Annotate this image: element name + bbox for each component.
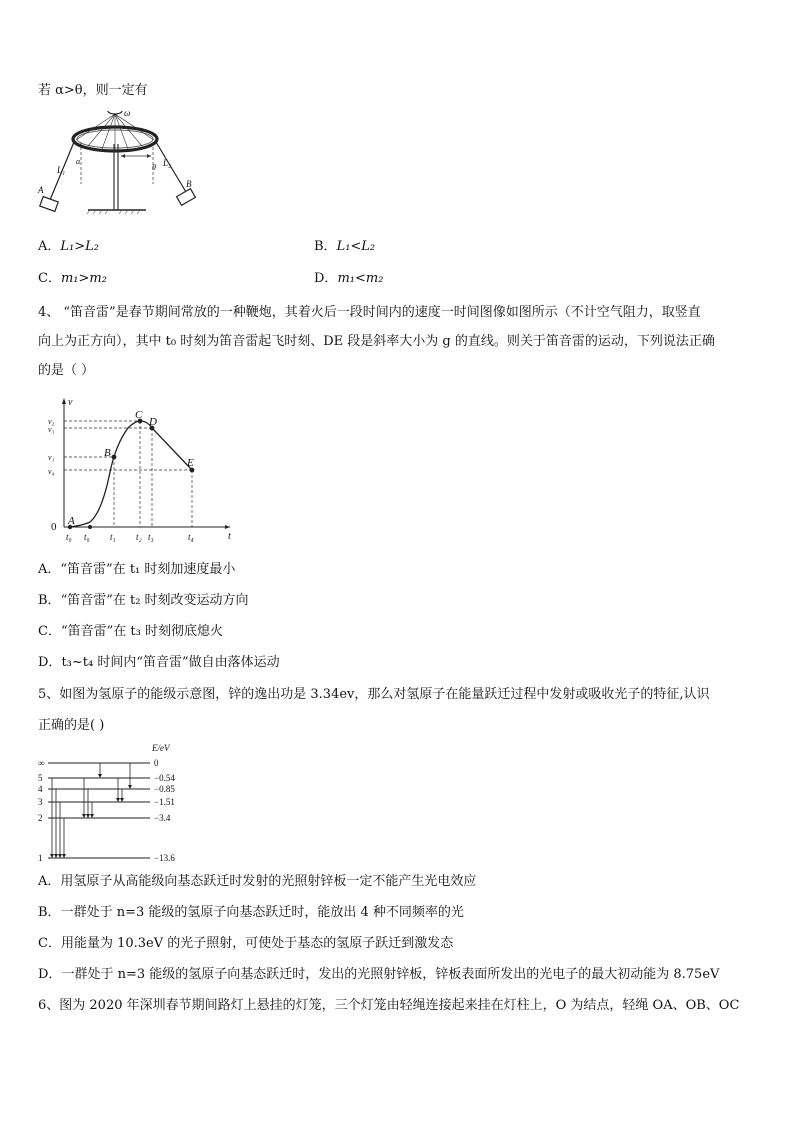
q5-option-b: B．一群处于 n=3 能级的氢原子向基态跃迁时，能放出 4 种不同频率的光 [38, 905, 464, 920]
q5-energy-level-diagram [34, 741, 194, 871]
v3-label: v₃ [48, 425, 55, 434]
q6-stem-line1: 6、图为 2020 年深圳春节期间路灯上悬挂的灯笼，三个灯笼由轻绳连接起来挂在灯柱上，O 为结点，轻绳 OA、OB、OC [38, 998, 740, 1013]
q4-option-d: D．t₃~t₄ 时间内“笛音雷”做自由落体运动 [38, 655, 280, 670]
q4-stem-line3: 的是（ ） [38, 363, 95, 378]
l2-label: L₂ [163, 158, 172, 168]
level-n-3: 3 [38, 797, 43, 807]
level-e-1: −13.6 [154, 853, 175, 863]
t4-label: t₄ [188, 532, 194, 542]
level-e-5: −0.54 [154, 773, 175, 783]
point-b: B [104, 447, 111, 459]
q3-figure-rotating-ring [36, 104, 216, 223]
level-n-1: 1 [38, 853, 43, 863]
t1-label: t₁ [110, 532, 116, 542]
q3-option-a: A．L₁>L₂ [38, 239, 99, 254]
a-label: A [38, 185, 44, 195]
t0-label-2: t₀ [84, 532, 90, 542]
b-label: B [186, 179, 192, 189]
level-n-5: 5 [38, 773, 43, 783]
alpha-label: α [76, 157, 81, 166]
point-e: E [187, 457, 194, 469]
level-e-4: −0.85 [154, 784, 175, 794]
v2-label: v₂ [48, 417, 55, 426]
omega-label: ω [124, 108, 131, 118]
level-n-4: 4 [38, 784, 43, 794]
t-axis-label: t [228, 531, 231, 542]
q4-option-a: A．“笛音雷”在 t₁ 时刻加速度最小 [38, 562, 236, 577]
t3-label: t₃ [148, 532, 154, 542]
q4-stem-line1: 4、 “笛音雷”是春节期间常放的一种鞭炮，其着火后一段时间内的速度一时间图像如图所示（不计空气阻力，取竖直 [38, 305, 701, 320]
t2-label: t₂ [136, 532, 142, 542]
q5-stem-line2: 正确的是( ) [38, 718, 105, 733]
q3-option-c: C．m₁>m₂ [38, 271, 107, 286]
q3-option-b: B．L₁<L₂ [314, 239, 376, 254]
l1-label: L₁ [57, 165, 66, 175]
q5-option-a: A．用氢原子从高能级向基态跃迁时发射的光照射锌板一定不能产生光电效应 [38, 874, 477, 889]
level-e-3: −1.51 [154, 797, 175, 807]
q4-vt-graph [44, 394, 236, 550]
v-axis-label: v [68, 397, 73, 408]
energy-unit-label: E/eV [152, 743, 170, 753]
level-e-inf: 0 [154, 758, 159, 768]
v1-label: v₁ [48, 453, 55, 462]
q5-option-d: D．一群处于 n=3 能级的氢原子向基态跃迁时，发出的光照射锌板，锌板表面所发出的光电子的最大初动能为 8.75eV [38, 967, 720, 982]
theta-label: θ [152, 163, 156, 172]
q4-stem-line2: 向上为正方向），其中 t₀ 时刻为笛音雷起飞时刻、DE 段是斜率大小为 g 的直线。则关于笛音雷的运动，下列说法正确 [38, 334, 715, 349]
point-a: A [68, 515, 75, 527]
q4-option-c: C．“笛音雷”在 t₃ 时刻彻底熄火 [38, 624, 223, 639]
q5-stem-line1: 5、如图为氢原子的能级示意图，锌的逸出功是 3.34ev，那么对氢原子在能量跃迁过程中发射或吸收光子的特征,认识 [38, 687, 710, 702]
q4-option-b: B．“笛音雷”在 t₂ 时刻改变运动方向 [38, 593, 249, 608]
q5-option-c: C．用能量为 10.3eV 的光子照射，可使处于基态的氢原子跃迁到激发态 [38, 936, 454, 951]
level-n-inf: ∞ [38, 758, 45, 768]
v4-label: v₄ [48, 467, 55, 476]
level-n-2: 2 [38, 813, 43, 823]
q3-stem-tail: 若 α>θ，则一定有 [38, 83, 148, 98]
point-d: D [149, 416, 157, 428]
level-e-2: −3.4 [154, 813, 171, 823]
point-c: C [135, 409, 143, 421]
t0-label: t₀ [66, 532, 72, 542]
q3-option-d: D．m₁<m₂ [314, 271, 384, 286]
origin-label: 0 [51, 521, 57, 533]
